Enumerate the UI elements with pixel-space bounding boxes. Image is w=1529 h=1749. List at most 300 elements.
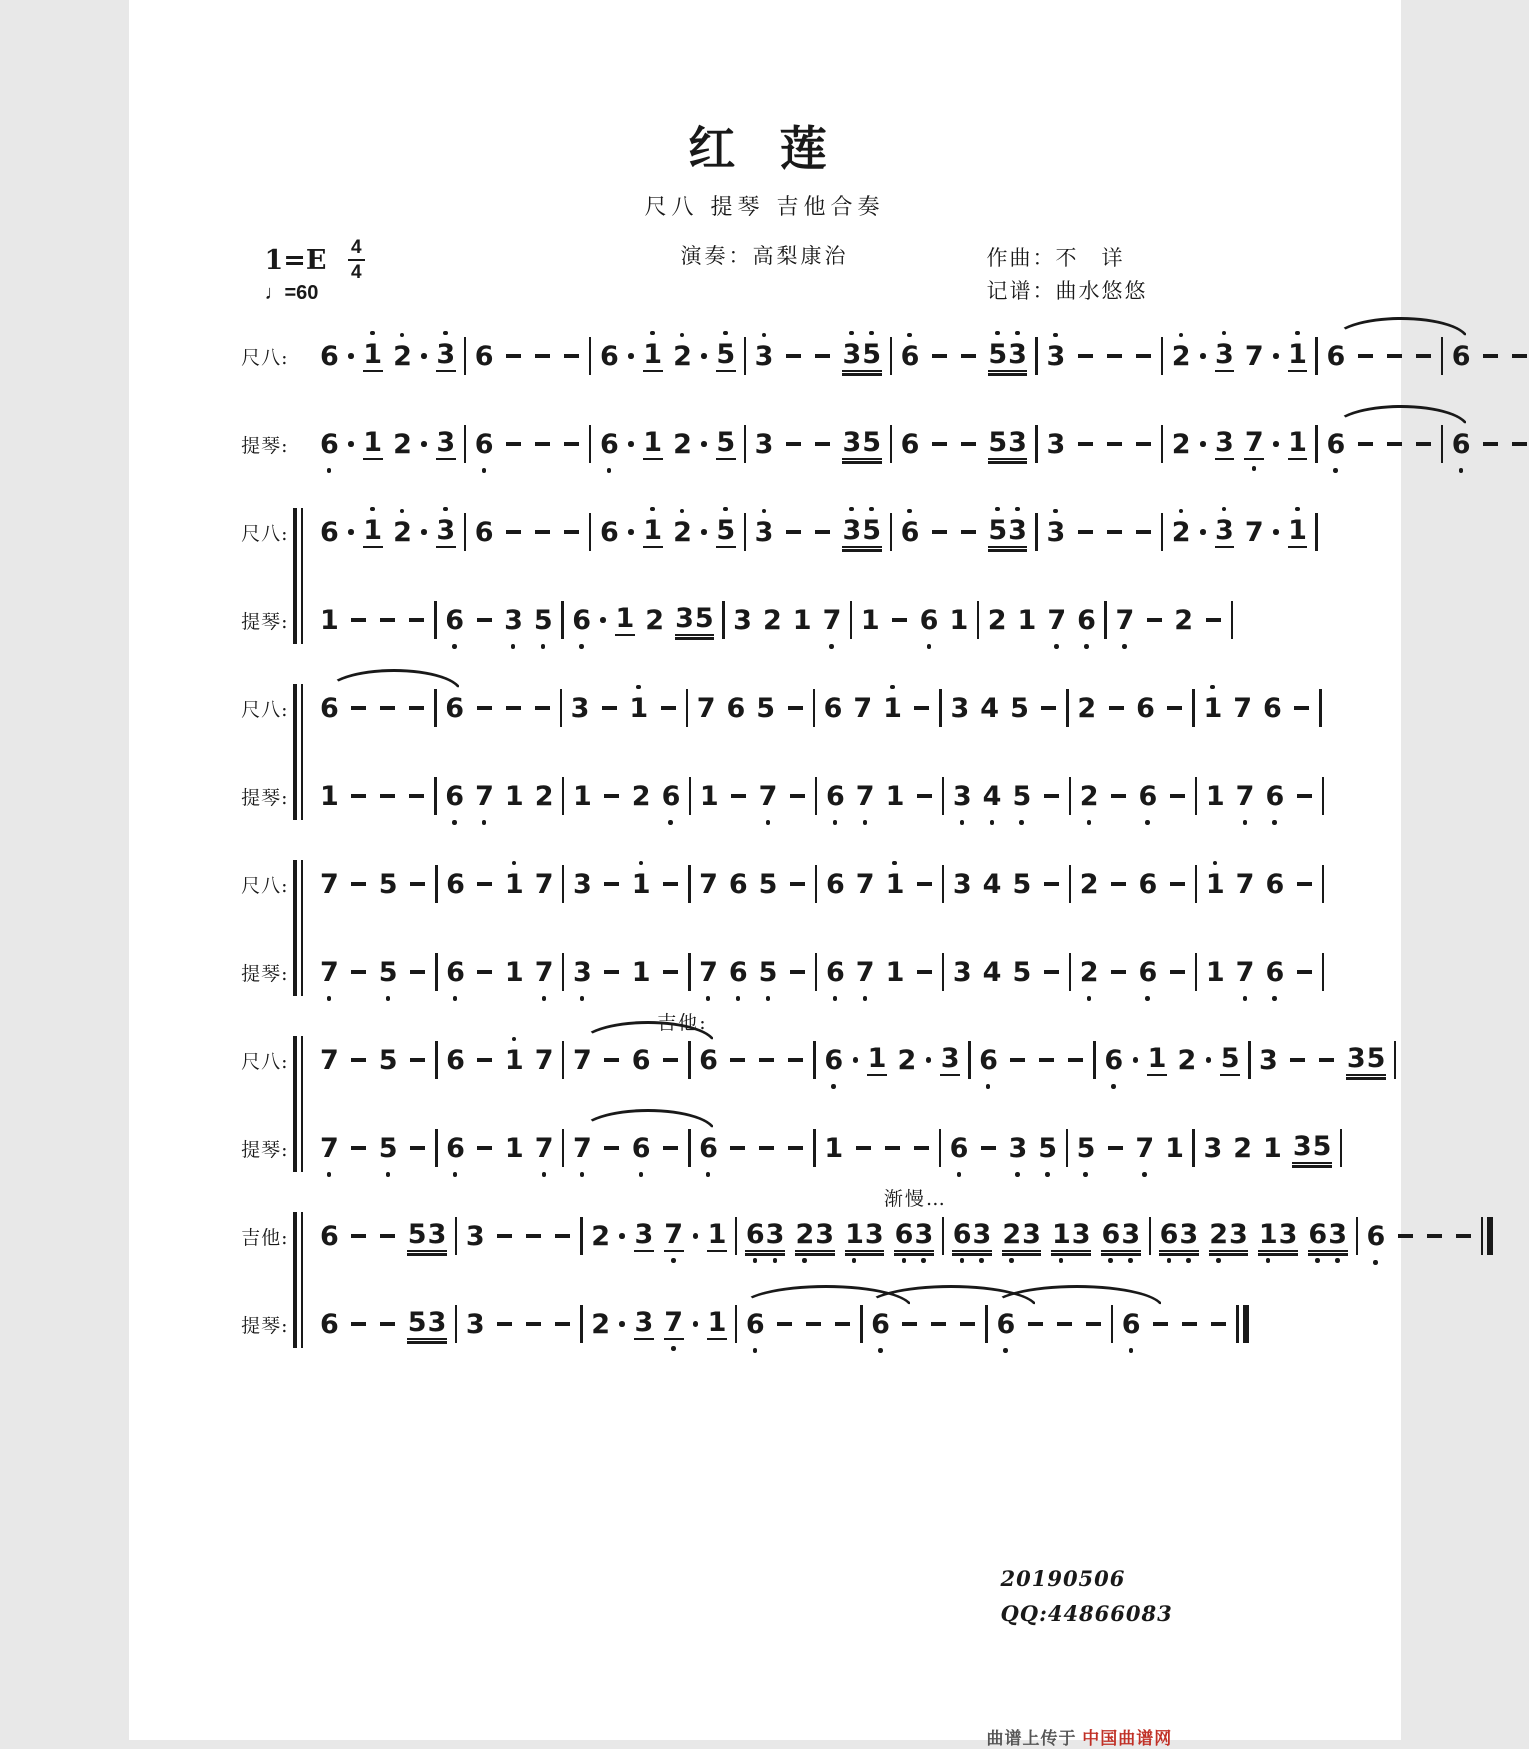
note-digit: 7 (855, 959, 875, 986)
note-digit: 5 (716, 341, 736, 368)
dash-mark (1211, 1322, 1226, 1326)
octave-dot-above (1179, 333, 1184, 338)
note (1215, 429, 1235, 460)
octave-dot-below (927, 644, 932, 649)
dash-mark (961, 442, 976, 446)
dash-mark (960, 1322, 975, 1326)
note (634, 1309, 654, 1340)
notes-row (315, 513, 1321, 551)
note (1215, 341, 1235, 372)
note-digit: 7 (696, 695, 716, 722)
note (446, 1047, 466, 1074)
note-digit: 6 (1265, 959, 1285, 986)
note (1215, 517, 1235, 548)
octave-dot-below (1459, 468, 1464, 473)
instrument-label: 提琴: (233, 1311, 289, 1338)
note-digit: 3 (1215, 341, 1235, 368)
note (599, 343, 619, 370)
measure (315, 871, 433, 898)
note-digit: 5 (378, 1135, 398, 1162)
note-digit: 3 (427, 1309, 447, 1336)
note-digit: 5 (407, 1221, 427, 1248)
measure (1072, 695, 1190, 722)
dash-mark (1512, 442, 1527, 446)
note (1288, 341, 1308, 372)
measure (1446, 343, 1529, 370)
note (745, 1311, 765, 1338)
measure (1254, 1045, 1391, 1076)
note-digit: 1 (572, 783, 592, 810)
octave-dot-below (482, 820, 487, 825)
note-digit: 6 (1159, 1221, 1179, 1248)
note-digit: 2 (987, 607, 1007, 634)
octave-dot-below (1015, 1172, 1020, 1177)
inline-annotation: 吉他: (657, 1008, 707, 1035)
note-digit: 6 (1138, 959, 1158, 986)
note-digit: 1 (1147, 1045, 1167, 1072)
dash-mark (932, 530, 947, 534)
tie-arc-curve (326, 669, 462, 692)
octave-dot-below (1129, 1348, 1134, 1353)
stamp-date: 20190506 (1001, 1562, 1173, 1597)
note-digit: 2 (762, 607, 782, 634)
octave-dot-above (636, 685, 641, 690)
note-digit: 7 (1115, 607, 1135, 634)
note (534, 871, 554, 898)
note (1104, 1047, 1124, 1074)
note (673, 519, 693, 546)
note (707, 1221, 727, 1252)
octave-dot-below (902, 1258, 907, 1263)
note-digit: 6 (919, 607, 939, 634)
octave-dot-below (1315, 1258, 1320, 1263)
note-digit: 5 (407, 1309, 427, 1336)
note (845, 1221, 885, 1252)
music-line (233, 682, 1177, 734)
note (1159, 1221, 1199, 1252)
augmentation-dot (628, 441, 634, 447)
barline (1069, 865, 1072, 903)
barline (464, 425, 467, 463)
dash-mark (1170, 970, 1185, 974)
dash-mark (1170, 882, 1185, 886)
dash-mark (409, 618, 424, 622)
barline (1161, 513, 1164, 551)
note (988, 429, 1028, 460)
barline (1066, 1129, 1069, 1167)
note-digit: 2 (1233, 1135, 1253, 1162)
note-digit: 6 (1138, 783, 1158, 810)
barline (850, 601, 853, 639)
octave-dot-below (511, 644, 516, 649)
note-digit: 2 (1177, 1047, 1197, 1074)
note (378, 1047, 398, 1074)
note-digit: 7 (699, 959, 719, 986)
dash-mark (663, 1146, 678, 1150)
measure (1200, 959, 1318, 986)
dash-mark (1319, 1058, 1334, 1062)
octave-dot-below (607, 468, 612, 473)
octave-dot-above (512, 1037, 517, 1042)
note (825, 783, 845, 810)
dash-mark (1107, 442, 1122, 446)
note (949, 607, 969, 634)
dash-mark (663, 882, 678, 886)
measure (1321, 431, 1438, 458)
note (1077, 695, 1097, 722)
key-signature (265, 238, 365, 282)
note-digit: 1 (504, 959, 524, 986)
watermark-text: 曲谱上传于 (987, 1729, 1083, 1748)
instrument-label: 尺八: (233, 1047, 289, 1074)
barline (942, 865, 945, 903)
measure (895, 429, 1032, 460)
octave-dot-below (1243, 996, 1248, 1001)
final-barline (1487, 1217, 1493, 1255)
measure (440, 695, 557, 722)
note (320, 1135, 340, 1162)
note-digit: 2 (631, 783, 651, 810)
barline (1441, 337, 1444, 375)
dash-mark (932, 442, 947, 446)
note (572, 783, 592, 810)
barline (688, 953, 691, 991)
augmentation-dot (348, 353, 354, 359)
note-digit: 6 (631, 1135, 651, 1162)
staff-system (233, 1210, 1177, 1350)
dash-mark (1416, 442, 1431, 446)
octave-dot-above (512, 861, 517, 866)
note-digit: 5 (756, 695, 776, 722)
octave-dot-below (1059, 1258, 1064, 1263)
barline (455, 1217, 458, 1255)
note-digit: 3 (940, 1045, 960, 1072)
measure (947, 783, 1065, 810)
note (1077, 607, 1097, 634)
note-digit: 3 (754, 519, 774, 546)
measure (594, 517, 740, 548)
note (699, 871, 719, 898)
barline (455, 1305, 458, 1343)
dash-mark (663, 970, 678, 974)
octave-dot-below (1083, 1172, 1088, 1177)
barline (744, 425, 747, 463)
note-digit: 1 (885, 871, 905, 898)
note (436, 517, 456, 548)
notes-row (315, 689, 1325, 727)
note-digit: 7 (534, 1135, 554, 1162)
note-digit: 6 (1077, 607, 1097, 634)
augmentation-dot (693, 1233, 699, 1239)
note (1012, 959, 1032, 986)
note (320, 695, 340, 722)
measure (565, 695, 683, 722)
dash-mark (1416, 354, 1431, 358)
barline (464, 513, 467, 551)
note-digit: 3 (1008, 1135, 1028, 1162)
octave-dot-below (668, 820, 673, 825)
octave-dot-below (1128, 1258, 1133, 1263)
measure (1321, 343, 1438, 370)
note (900, 431, 920, 458)
dash-mark (731, 794, 746, 798)
barline (1322, 953, 1325, 991)
octave-dot-below (453, 1172, 458, 1177)
measure (315, 1135, 433, 1162)
dash-mark (555, 1234, 570, 1238)
note-digit: 7 (758, 783, 778, 810)
barline (434, 689, 437, 727)
octave-dot-below (1054, 644, 1059, 649)
note-digit: 1 (504, 1135, 524, 1162)
composer-credit: 作曲：不 详 (987, 242, 1148, 275)
dash-mark (790, 882, 805, 886)
measure (315, 1221, 452, 1252)
note-digit: 7 (664, 1309, 684, 1336)
measure (820, 871, 938, 898)
augmentation-dot (600, 617, 606, 623)
dash-mark (380, 1322, 395, 1326)
dash-mark (1206, 618, 1221, 622)
note (572, 1047, 592, 1074)
dash-mark (759, 1146, 774, 1150)
note (745, 1221, 785, 1252)
note (919, 607, 939, 634)
music-line (233, 1122, 1177, 1174)
note (320, 431, 340, 458)
barline (1315, 425, 1318, 463)
staff-system (233, 858, 1177, 998)
note (320, 871, 340, 898)
note-digit: 1 (1258, 1221, 1278, 1248)
note (320, 519, 340, 546)
augmentation-dot (701, 529, 707, 535)
note-digit: 2 (1174, 607, 1194, 634)
barline (435, 953, 438, 991)
note-digit: 3 (1229, 1221, 1249, 1248)
note-digit: 7 (320, 1135, 340, 1162)
instrument-label: 尺八: (233, 519, 289, 546)
note-digit: 6 (1451, 343, 1471, 370)
note (1244, 519, 1264, 546)
note-digit: 6 (320, 519, 340, 546)
note-digit: 6 (699, 1047, 719, 1074)
note-digit: 3 (1008, 429, 1028, 456)
barline (688, 1041, 691, 1079)
music-line (233, 1210, 1177, 1262)
measure (440, 783, 559, 810)
barline (589, 425, 592, 463)
note-digit: 6 (745, 1221, 765, 1248)
barline (1322, 777, 1325, 815)
dash-mark (1182, 1322, 1197, 1326)
octave-dot-above (723, 331, 728, 336)
note (320, 607, 340, 634)
note (393, 519, 413, 546)
note-digit: 3 (765, 1221, 785, 1248)
note-digit: 7 (853, 695, 873, 722)
note-digit: 2 (393, 343, 413, 370)
octave-dot-above (1015, 331, 1020, 336)
note (754, 519, 774, 546)
dash-mark (1387, 442, 1402, 446)
note-digit: 1 (885, 783, 905, 810)
barline (735, 1305, 738, 1343)
dash-mark (564, 442, 579, 446)
augmentation-dot (1200, 529, 1206, 535)
measure (728, 607, 847, 634)
note-digit: 1 (824, 1135, 844, 1162)
note-digit: 5 (988, 517, 1008, 544)
octave-dot-below (482, 468, 487, 473)
note-digit: 3 (972, 1221, 992, 1248)
dash-mark (1041, 706, 1056, 710)
dash-mark (885, 1146, 900, 1150)
note-digit: 6 (446, 1047, 466, 1074)
barline (1192, 689, 1195, 727)
note (894, 1221, 934, 1252)
dash-mark (806, 1322, 821, 1326)
note-digit: 2 (1171, 519, 1191, 546)
octave-dot-above (1222, 507, 1227, 512)
barline (435, 865, 438, 903)
note (1138, 959, 1158, 986)
barline (561, 601, 564, 639)
note (1265, 871, 1285, 898)
note-digit: 6 (979, 1047, 999, 1074)
note (1079, 783, 1099, 810)
note (533, 607, 553, 634)
measure (1074, 783, 1192, 810)
measure (694, 871, 812, 898)
dash-mark (380, 794, 395, 798)
note (949, 1135, 969, 1162)
note (758, 871, 778, 898)
note-digit: 2 (1002, 1221, 1022, 1248)
note (756, 695, 776, 722)
octave-dot-below (1272, 996, 1277, 1001)
dash-mark (1107, 354, 1122, 358)
note (572, 871, 592, 898)
measure (1041, 519, 1158, 546)
note-digit: 7 (822, 607, 842, 634)
note-digit: 1 (883, 695, 903, 722)
note-digit: 6 (599, 519, 619, 546)
barline (1315, 513, 1318, 551)
note-digit: 7 (1135, 1135, 1155, 1162)
augmentation-dot (1273, 529, 1279, 535)
note (1002, 1221, 1042, 1252)
note-digit: 4 (980, 695, 1000, 722)
note (446, 1135, 466, 1162)
measure (740, 1311, 857, 1338)
note-digit: 1 (845, 1221, 865, 1248)
note (871, 1311, 891, 1338)
octave-dot-below (863, 820, 868, 825)
dash-mark (535, 354, 550, 358)
note-digit: 3 (436, 429, 456, 456)
dash-mark (786, 530, 801, 534)
dash-mark (604, 1146, 619, 1150)
augmentation-dot (1206, 1057, 1212, 1063)
dash-mark (1111, 794, 1126, 798)
dash-mark (351, 618, 366, 622)
note-digit: 1 (860, 607, 880, 634)
note-digit: 2 (534, 783, 554, 810)
note (754, 431, 774, 458)
note-digit: 7 (1244, 429, 1264, 456)
note-digit: 1 (792, 607, 812, 634)
note-digit: 1 (1205, 783, 1225, 810)
octave-dot-below (1252, 466, 1257, 471)
note (363, 517, 383, 548)
octave-dot-below (753, 1348, 758, 1353)
barline (562, 865, 565, 903)
note-digit: 6 (599, 431, 619, 458)
music-line (233, 1298, 1177, 1350)
dash-mark (856, 1146, 871, 1150)
barline (1236, 1305, 1239, 1343)
note-digit: 6 (900, 431, 920, 458)
octave-dot-above (849, 331, 854, 336)
note (1265, 783, 1285, 810)
music-line (233, 1034, 1177, 1086)
note (1138, 871, 1158, 898)
dash-mark (786, 354, 801, 358)
note-digit: 7 (855, 783, 875, 810)
note (758, 783, 778, 810)
note (320, 1311, 340, 1338)
note-digit: 5 (758, 871, 778, 898)
note (1147, 1045, 1167, 1076)
octave-dot-below (1167, 1258, 1172, 1263)
note (1047, 607, 1067, 634)
barline (1481, 1217, 1484, 1255)
staff-system (233, 1034, 1177, 1174)
note (823, 695, 843, 722)
note-digit: 6 (661, 783, 681, 810)
note (1101, 1221, 1141, 1252)
date-qq-stamp (1001, 1562, 1173, 1631)
measure (749, 341, 886, 372)
note-digit: 3 (572, 959, 592, 986)
note (407, 1221, 447, 1252)
note (504, 1135, 524, 1162)
note-digit: 3 (952, 783, 972, 810)
note (1051, 1221, 1091, 1252)
measure (974, 1047, 1091, 1074)
note (1010, 695, 1030, 722)
measure (315, 783, 432, 810)
barline (1248, 1041, 1251, 1079)
augmentation-dot (853, 1057, 859, 1063)
note-digit: 3 (754, 431, 774, 458)
note-digit: 6 (871, 1311, 891, 1338)
note (378, 959, 398, 986)
note-digit: 7 (534, 1047, 554, 1074)
dash-mark (1427, 1234, 1442, 1238)
dash-mark (786, 442, 801, 446)
measure (1041, 343, 1158, 370)
barline (1319, 689, 1322, 727)
note (1235, 959, 1255, 986)
barline (560, 689, 563, 727)
note-digit: 1 (631, 871, 651, 898)
note (795, 1221, 835, 1252)
barline (1035, 425, 1038, 463)
dash-mark (917, 970, 932, 974)
measure (567, 1135, 685, 1162)
